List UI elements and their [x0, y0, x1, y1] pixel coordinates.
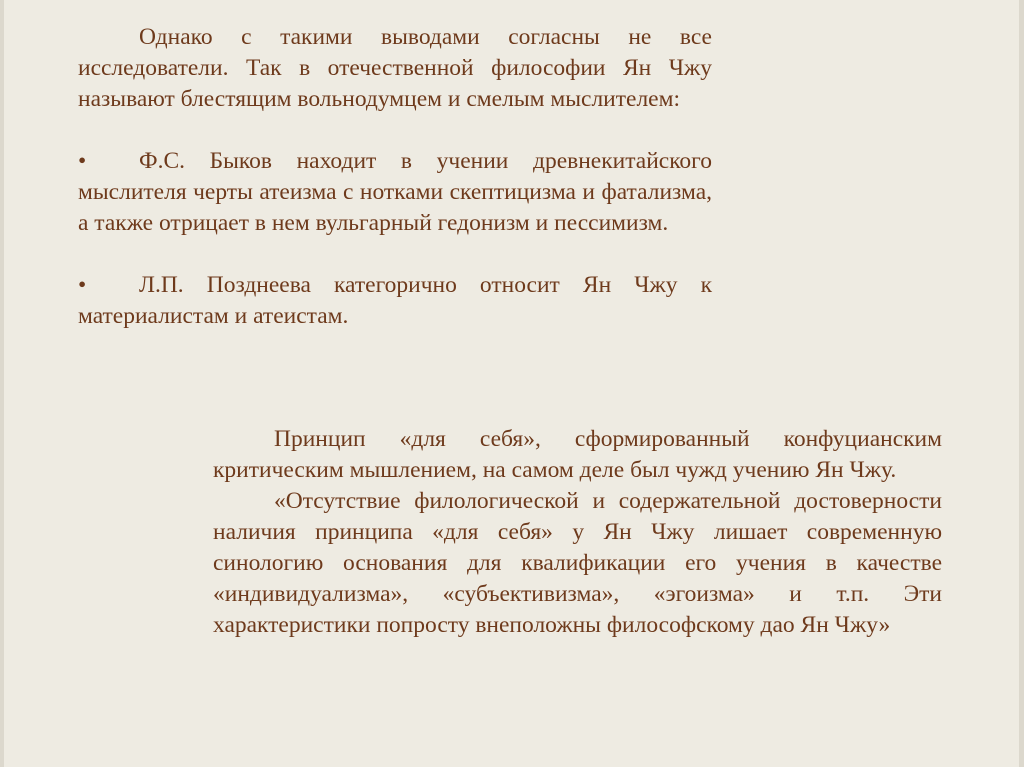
upper-text-block [78, 22, 712, 332]
bullet-marker: • [78, 148, 87, 174]
slide-right-border [1019, 0, 1024, 767]
paragraph-gap [78, 115, 712, 146]
bullet-text: Ф.С. Быков находит в учении древнекитайского мыслителя черты атеизма с нотками скептицизма и фатализма, а также отрицает в нем вульгарный гедонизм и пессимизм. [78, 148, 712, 236]
quote-paragraph: «Отсутствие филологической и содержательной достоверности наличия принципа «для себя» у Ян Чжу лишает современную синологию основания для квалификации его учения в качестве «индивидуализма», «субъективизма», «эгоизма» и т.п. Эти характеристики попросту внеположны философскому дао Ян Чжу» [213, 488, 942, 638]
lower-text-block [213, 424, 942, 641]
principle-paragraph: Принцип «для себя», сформированный конфуцианским критическим мышлением, на самом деле был чужд учению Ян Чжу. [213, 426, 942, 483]
bullet-marker: • [78, 272, 87, 298]
bullet-text: Л.П. Позднеева категорично относит Ян Чжу к материалистам и атеистам. [78, 272, 712, 329]
bullet-item-bykov [78, 146, 712, 239]
bullet-item-pozdneeva [78, 270, 712, 332]
paragraph-gap [78, 239, 712, 270]
intro-paragraph: Однако с такими выводами согласны не все исследователи. Так в отечественной философии Ян Чжу называют блестящим вольнодумцем и смелым мыслителем: [78, 24, 712, 112]
slide-left-border [0, 0, 4, 767]
